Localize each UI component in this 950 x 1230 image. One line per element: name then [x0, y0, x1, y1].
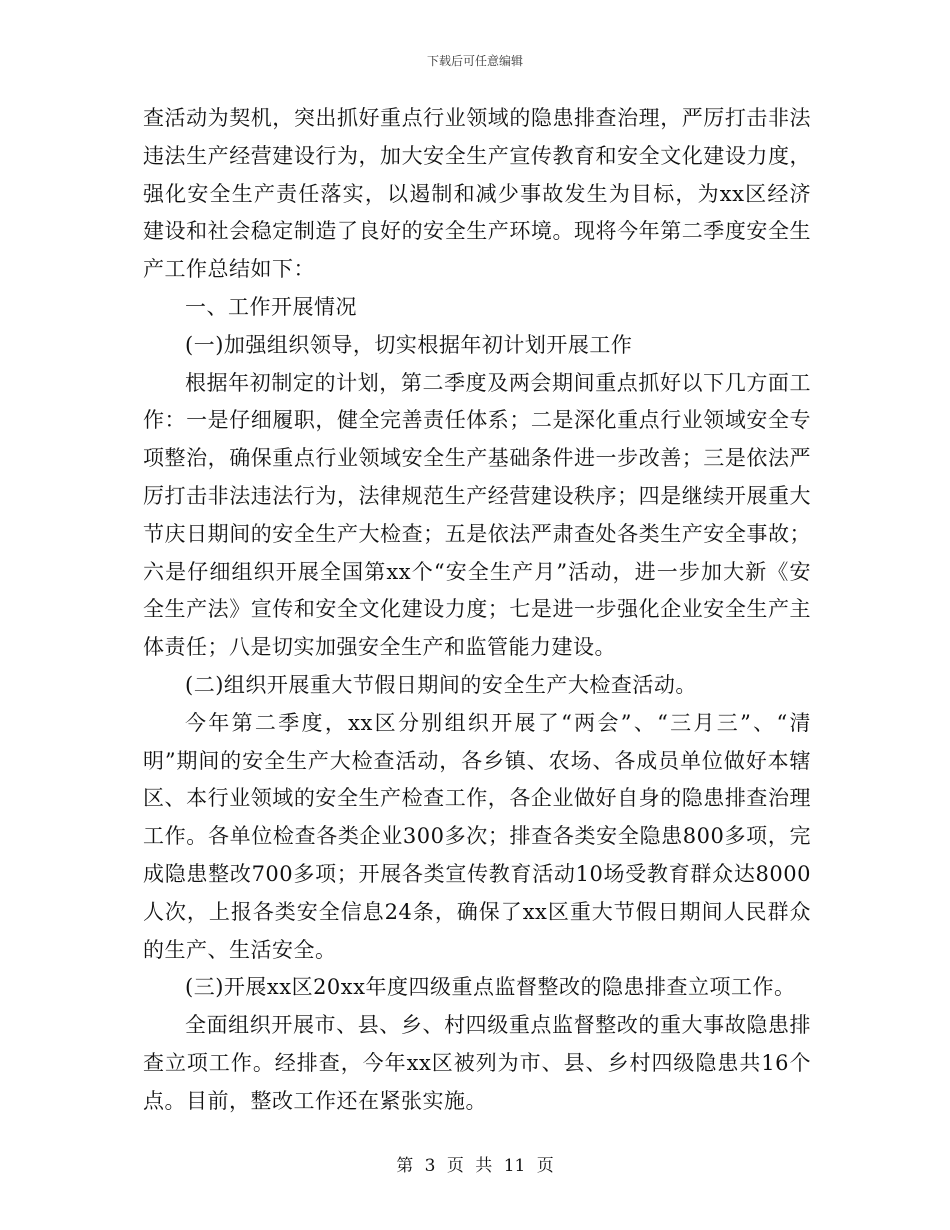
paragraph-holiday-inspection: 今年第二季度，xx区分别组织开展了“两会”、“三月三”、“清明”期间的安全生产大检查活动，各乡镇、农场、各成员单位做好本辖区、本行业领域的安全生产检查工作，各企业做好自身的隐患排查治理工作。各单位检查各类企业300多次；排查各类安全隐患800多项，完成隐患整改700多项；开展各类宣传教育活动10场受教育群众达8000人次，上报各类安全信息24条，确保了xx区重大节假日期间人民群众的生产、生活安全。 — [143, 710, 811, 962]
subheading-holiday-inspection: (二)组织开展重大节假日期间的安全生产大检查活动。 — [185, 672, 697, 697]
document-body — [143, 100, 811, 1121]
subheading-organization-leadership: (一)加强组织领导，切实根据年初计划开展工作 — [185, 332, 633, 357]
page-number-footer: 第 3 页 共 11 页 — [396, 1156, 554, 1176]
paragraph-intro-continuation: 查活动为契机，突出抓好重点行业领域的隐患排查治理，严厉打击非法违法生产经营建设行为，加大安全生产宣传教育和安全文化建设力度，强化安全生产责任落实，以遏制和减少事故发生为目标，为xx区经济建设和社会稳定制造了良好的安全生产环境。现将今年第二季度安全生产工作总结如下： — [143, 106, 811, 282]
page-header: 下载后可任意编辑 — [426, 54, 523, 68]
paragraph-annual-plan: 根据年初制定的计划，第二季度及两会期间重点抓好以下几方面工作：一是仔细履职，健全完善责任体系；二是深化重点行业领域安全专项整治，确保重点行业领域安全生产基础条件进一步改善；三是依法严厉打击非法违法行为，法律规范生产经营建设秩序；四是继续开展重大节庆日期间的安全生产大检查；五是依法严肃查处各类生产安全事故；六是仔细组织开展全国第xx个“安全生产月”活动，进一步加大新《安全生产法》宣传和安全文化建设力度；七是进一步强化企业安全生产主体责任；八是切实加强安全生产和监管能力建设。 — [143, 370, 811, 660]
subheading-hazard-rectification: (三)开展xx区20xx年度四级重点监督整改的隐患排查立项工作。 — [185, 975, 796, 1000]
section-heading-work-status: 一、工作开展情况 — [185, 294, 357, 319]
paragraph-hazard-rectification: 全面组织开展市、县、乡、村四级重点监督整改的重大事故隐患排查立项工作。经排查，今年xx区被列为市、县、乡村四级隐患共16个点。目前，整改工作还在紧张实施。 — [143, 1013, 811, 1113]
